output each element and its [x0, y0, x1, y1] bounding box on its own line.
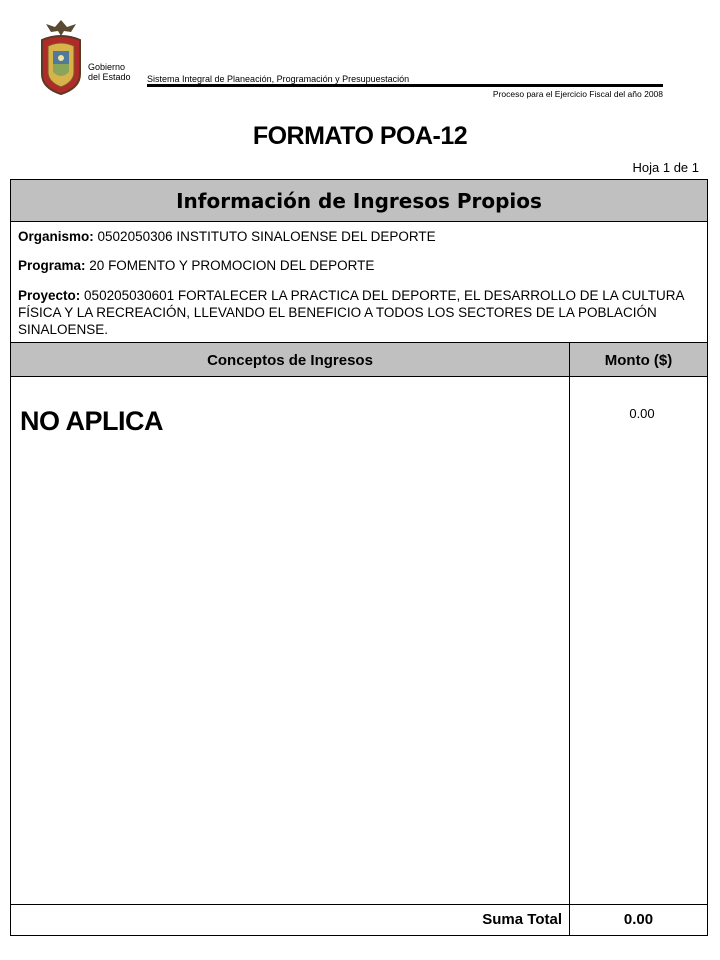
organismo-value: 0502050306 INSTITUTO SINALOENSE DEL DEPORTE	[97, 229, 436, 244]
column-divider	[569, 377, 570, 935]
state-seal-logo	[36, 18, 86, 96]
system-name: Sistema Integral de Planeación, Programación y Presupuestación	[147, 74, 410, 84]
concept-value: NO APLICA	[20, 406, 163, 436]
column-header-concepts: Conceptos de Ingresos	[11, 342, 570, 377]
fiscal-process-label: Proceso para el Ejercicio Fiscal del año 2008	[492, 89, 663, 99]
document-title: FORMATO POA-12	[252, 122, 468, 150]
organismo-label: Organismo:	[18, 229, 94, 244]
page-indicator: Hoja 1 de 1	[632, 160, 699, 175]
programa-label: Programa:	[18, 258, 86, 273]
programa-value: 20 FOMENTO Y PROMOCION DEL DEPORTE	[89, 258, 375, 273]
amount-value: 0.00	[629, 406, 655, 421]
total-label: Suma Total	[482, 911, 562, 928]
proyecto-label: Proyecto:	[18, 288, 81, 303]
column-header-amount: Monto ($)	[570, 342, 707, 377]
gobierno-line1: Gobierno	[88, 62, 126, 72]
total-value: 0.00	[623, 911, 654, 928]
proyecto-row	[18, 287, 702, 338]
proyecto-value: 050205030601 FORTALECER LA PRACTICA DEL DEPORTE, EL DESARROLLO DE LA CULTURA FÍSICA Y LA RECREACIÓN, LLEVANDO EL BENEFICIO A TODOS LOS SECTORES DE LA POBLACIÓN SINALOENSE.	[18, 288, 684, 337]
section-title: Información de Ingresos Propios	[11, 180, 707, 222]
organismo-row	[18, 228, 702, 245]
header-rule	[147, 84, 663, 87]
gobierno-label	[88, 62, 131, 82]
programa-row	[18, 257, 702, 274]
gobierno-line2: del Estado	[88, 72, 131, 82]
